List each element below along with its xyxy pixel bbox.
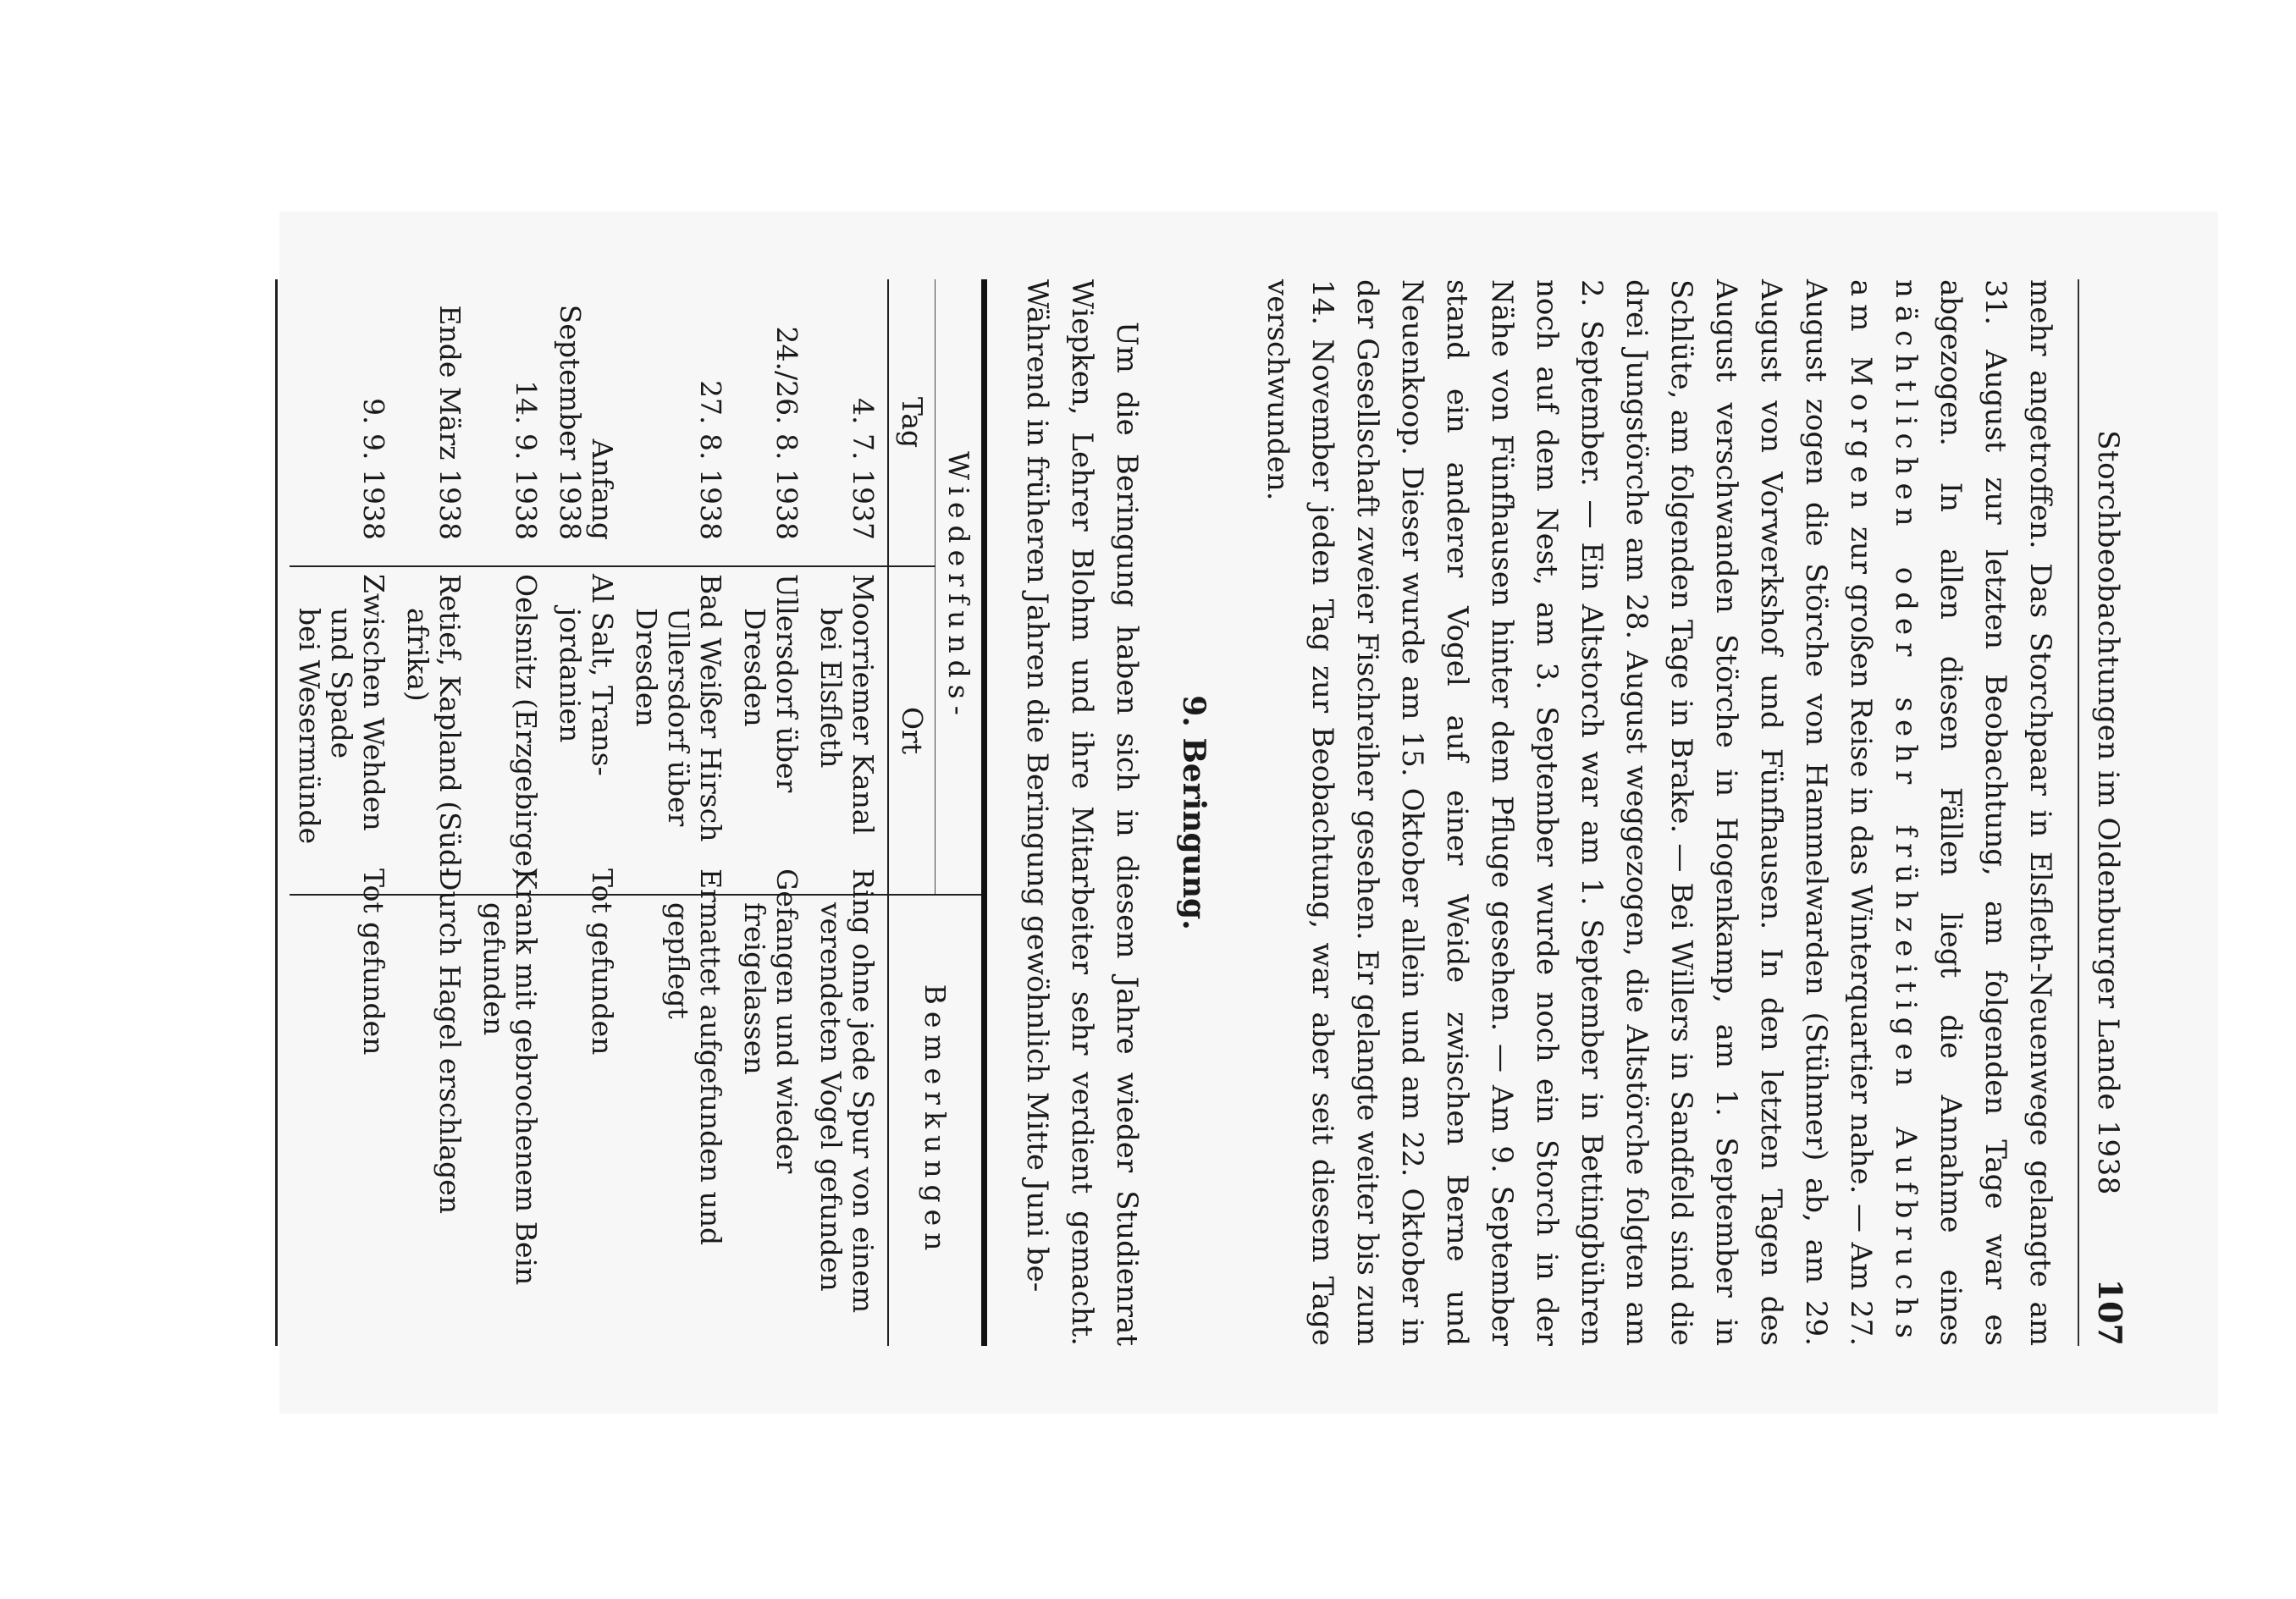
cell-place — [474, 566, 550, 895]
table-row — [626, 279, 735, 1346]
table-row — [735, 279, 811, 1346]
paragraph-beringung: Um die Beringung haben sich in diesem Jahre wieder Studienrat Wiepken, Lehrer Blohm und ihre Mitarbeiter sehr verdient gemacht. Während in früheren Jahren die Beringung gewöhnlich Mitte Juni be- — [1020, 279, 1144, 1346]
cell-place — [811, 566, 888, 895]
place-line: Retief, Kapland (Süd- — [433, 574, 466, 877]
table-group-header: Wiederfunds- — [936, 279, 982, 895]
table-top-rule — [981, 279, 987, 1346]
cell-day: Ende März 1938 — [433, 305, 466, 540]
table-row — [474, 279, 550, 1346]
document-page — [288, 245, 2201, 1380]
cell-remark: Ring ohne jede Spur von einem verendeten Vogel gefunden — [811, 895, 888, 1346]
place-line: afrika) — [401, 608, 434, 702]
emphasized-text: nächtlichen oder sehr frühzeitigen Aufbruchs am Morgen — [1844, 279, 1923, 1346]
cell-place — [290, 566, 398, 895]
table-row — [290, 279, 398, 1346]
place-line: Zwischen Wehden — [357, 574, 390, 831]
table-bottom-rule — [275, 279, 278, 1346]
cell-day: Anfang September 1938 — [554, 304, 619, 540]
recovery-table — [275, 279, 987, 1346]
cell-remark: Gefangen und wieder freigelassen — [735, 895, 811, 1346]
cell-day: 14. 9. 1938 — [510, 380, 543, 540]
cell-day: 9. 9. 1938 — [357, 398, 390, 540]
section-heading: 9. Beringung. — [1176, 695, 1211, 930]
place-line: bei Wesermünde — [293, 608, 326, 845]
place-line: Al Salt, Trans- — [586, 574, 619, 776]
running-head-title: Storchbeobachtungen im Oldenburger Lande 1938 — [2091, 430, 2125, 1195]
cell-remark: Tot gefunden — [550, 895, 626, 1346]
cell-place — [550, 566, 626, 895]
table-row — [811, 279, 888, 1346]
paragraph-storch-departures — [1255, 279, 2062, 1346]
place-line: bei Elsfleth — [814, 608, 847, 769]
cell-remark: Tot gefunden — [290, 895, 398, 1346]
place-line: Moorriemer Kanal — [847, 574, 880, 835]
running-head — [2091, 279, 2150, 1346]
body-text — [1014, 279, 2062, 1346]
head-rule — [2078, 279, 2079, 1346]
table-row — [398, 279, 474, 1346]
cell-place — [398, 566, 474, 895]
cell-remark: Krank mit gebrochenem Bein gefunden — [474, 895, 550, 1346]
paragraph-text: zur großen Reise in das Winterquartier nahe. — Am 27. August zogen die Störche von Hammelwarden (Stühmer) ab, am 29. August von Vorwerkshof und Fünfhausen. In den letzten Tagen des August verschwanden Störche in Hogenkamp, am 1. September in Schlüte, am folgenden Tage in Brake. — Bei Willers in Sandfeld sind die drei Jungstörche am 28. August weggezogen, die Altstörche folgten am 2. September. — Ein Altstorch war am 1. September in Bettingbühren noch auf dem Nest, am 3. September wurde noch ein Storch in der Nähe von Fünfhausen hinter dem Pfluge gesehen. — Am 9. September stand ein anderer Vogel auf einer Weide zwischen Berne und Neuenkoop. Dieser wurde am 15. Oktober allein und am 22. Oktober in der Gesellschaft zweier Fischreiher gesehen. Er gelangte weiter bis zum 14. November jeden Tag zur Beobachtung, war aber seit diesem Tage verschwunden. — [1261, 279, 1878, 1347]
table-header-remarks: Bemerkungen — [888, 895, 981, 1346]
cell-day: 24./26. 8. 1938 — [770, 326, 803, 540]
place-line: Ullersdorf über — [662, 608, 695, 827]
table-header-place: Ort — [888, 566, 936, 895]
cell-place — [735, 566, 811, 895]
place-line: Bad Weißer Hirsch — [694, 574, 727, 842]
place-line: jordanien — [554, 608, 587, 743]
place-line: Oelsnitz (Erzgebirge) — [510, 574, 543, 878]
paragraph-text: mehr angetroffen. Das Storchpaar in Elsfleth-Neuenwege gelangte am 31. August zur letzten Beobachtung, am folgenden Tage war es abgezogen. In allen diesen Fällen liegt die Annahme eines — [1934, 279, 2057, 1346]
cell-remark: Ermattet aufgefunden und gepflegt — [626, 895, 735, 1346]
page-number: 107 — [2091, 1278, 2129, 1346]
cell-day: 4. 7. 1937 — [847, 398, 880, 540]
table-header-day: Tag — [888, 279, 936, 566]
cell-place — [626, 566, 735, 895]
place-line: Dresden — [630, 608, 663, 727]
cell-day: 27. 8. 1938 — [694, 380, 727, 540]
place-line: Ullersdorf über — [770, 574, 803, 793]
cell-remark: Durch Hagel erschlagen — [398, 895, 474, 1346]
place-line: und Spade — [325, 608, 358, 759]
table-row — [550, 279, 626, 1346]
place-line: Dresden — [738, 608, 771, 727]
